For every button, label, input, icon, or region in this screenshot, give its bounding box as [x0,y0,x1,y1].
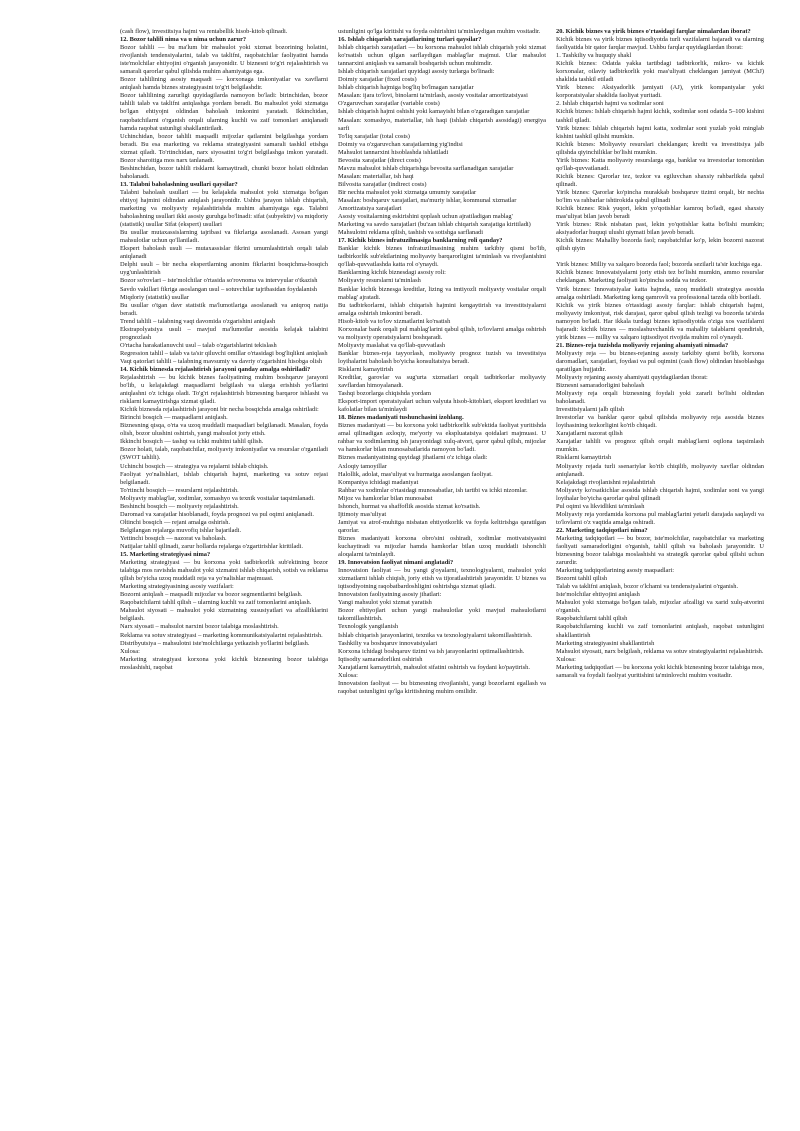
paragraph: Yettinchi bosqich — nazorat va baholash. [120,534,227,542]
paragraph: Ishonch, hurmat va shaffoflik asosida xizmat ko'rsatish. [338,502,481,510]
paragraph: Biznes madaniyatining quyidagi jihatlarni o'z ichiga oladi: [338,454,488,462]
paragraph: Moliyaviy reja orqali biznesning foydali yoki zararli bo'lishi oldindan baholanadi. [556,390,764,406]
paragraph: Kichik va yirik biznes o'rtasidagi asosiy farqlar: ishlab chiqarish hajmi, moliyaviy imkoniyat, risk darajasi, qaror qabul qilish tezligi va bozorda ta'sirda namoyon bo'ladi. Har ikkala turdagi biznes iqtisodiyotda o'ziga xos vazifalarni bajaradi: kichik biznes — moslashuvchanlik va mahalliy talablarni qondirish, yirik biznes — milliy va xalqaro iqtisodiyot rivojida muhim rol o'ynaydi. [556,301,764,341]
paragraph: Uchinchidan, bozor tahlili maqsadli mijozlar qatlamini belgilashga yordam beradi. Bu esa marketing va reklama strategiyasini samarali tashkil etishga xizmat qiladi. To'rtinchidan, narx siyosatini to'g'ri belgilashga imkon yaratadi. Bozor sharoitiga mos narx tanlanadi. [120,132,328,164]
paragraph: Bu usullar o'tgan davr statistik ma'lumotlariga asoslanadi va aniqroq natija beradi. [120,301,328,317]
section-heading: 22. Marketing tadqiqotlari nima? [556,526,648,534]
section-heading: 21. Biznes-reja tuzishda moliyaviy rejaning ahamiyati nimada? [556,341,729,349]
paragraph: Investorlar va banklar qaror qabul qilishda moliyaviy reja asosida biznes loyihasining tezkorligini ko'rib chiqadi. [556,414,764,430]
section-heading: 13. Talabni baholashning usullari qaysilar? [120,180,238,188]
paragraph: Banklarning kichik biznesdagi asosiy roli: [338,269,446,277]
paragraph: Kreditlar, garovlar va sug'urta xizmatlari orqali tadbirkorlar moliyaviy xavflardan himoyalanadi. [338,374,546,390]
paragraph: Investitsiyalarni jalb qilish [556,406,625,414]
paragraph: Iqtisodiy samaradorlikni oshirish [338,655,423,663]
paragraph: Moliyaviy rejada turli ssenariylar ko'rib chiqilib, moliyaviy xavflar oldindan aniqlanadi. [556,462,764,478]
paragraph: Moliyaviy reja — bu biznes-rejaning asosiy tarkibiy qismi bo'lib, korxona daromadlari, xarajatlari, foydasi va pul oqimini (cash flow) oldindan hisoblashga qaratilgan hujjatdir. [556,349,764,373]
paragraph: Raqobatchilarni tahlil qilish – ularning kuchli va zaif tomonlarini aniqlash. [120,599,312,607]
text-column-2 [338,28,546,1108]
paragraph: Bozorni aniqlash – maqsadli mijozlar va bozor segmentlarini belgilash. [120,591,303,599]
section-heading: 18. Biznes madaniyati tushunchasini izohlang. [338,414,464,422]
paragraph: Marketing strategiyasining asosiy vazifalari: [120,583,234,591]
paragraph: Pul oqimi va likvidlikni ta'minlash [556,502,645,510]
paragraph: Narx siyosati – mahsulot narxini bozor talabiga moslashtirish. [120,623,279,631]
paragraph: Doimiy va o'zgaruvchan xarajatlarning yig'indisi [338,140,463,148]
paragraph: Biznes madaniyati — bu korxona yoki tadbirkorlik sub'ektida faoliyat yuritishda amal qilinadigan axloqiy, me'yoriy va ekspluatatsiya qoidalari majmuasi. U rahbar va xodimlarning ish jarayonidagi xulq-atvori, qaror qabul qilish, mijozlar va hamkorlar bilan munosabatlarida namoyon bo'ladi. [338,422,546,454]
paragraph: Mahsulot siyosati, narx belgilash, reklama va sotuv strategiyalarini rejalashtirish. [556,647,764,655]
paragraph: Uchinchi bosqich — strategiya va rejalarni ishlab chiqish. [120,462,269,470]
paragraph: Xulosa: [556,655,576,663]
paragraph: Banklar biznes-reja tayyorlash, moliyaviy prognoz tuzish va investitsiya loyihalarini baholash bo'yicha konsultatsiya beradi. [338,349,546,365]
paragraph: 2. Ishlab chiqarish hajmi va xodimlar soni [556,100,664,108]
paragraph: Xarajatlarni kamaytirish, mahsulot sifatini oshirish va foydani ko'paytirish. [338,663,530,671]
paragraph: Doimiy xarajatlar (fixed costs) [338,76,417,84]
paragraph: Mahsulot tannarxini hisoblashda ishlatiladi [338,148,449,156]
paragraph: Ekstrapolyatsiya usuli – mavjud ma'lumotlar asosida kelajak talabini prognozlash [120,325,328,341]
paragraph: Bu usullar mutaxassislarning tajribasi va fikrlariga asoslanadi. Asosan yangi mahsulotlar uchun qo'llaniladi. [120,229,328,245]
section-heading: 17. Kichik biznes infratuzilmasiga banklarning roli qanday? [338,237,503,245]
paragraph: Kichik biznes: Innovatsiyalarni joriy etish tez bo'lishi mumkin, ammo resurslar cheklangan. Marketing faoliyati ko'pincha sodda va tezkor. [556,269,764,285]
paragraph: O'zgaruvchan xarajatlar (variable costs) [338,100,440,108]
paragraph: Raqobatchilarni tahlil qilish [556,615,628,623]
paragraph: Xulosa: [338,671,358,679]
paragraph: Bir nechta mahsulot yoki xizmatga umumiy xarajatlar [338,188,477,196]
paragraph: Ekspert baholash usuli — mutaxassislar fikrini umumlashtirish orqali talab aniqlanadi [120,245,328,261]
paragraph: Belgilangan rejalarga muvofiq ishlar bajariladi. [120,526,242,534]
paragraph: Kichik biznes: Risk yuqori, lekin yo'qotishlar kamroq bo'ladi, egasi shaxsiy mas'uliyat bilan javob beradi [556,205,764,221]
paragraph: Hisob-kitob va to'lov xizmatlarini ko'rsatish [338,317,451,325]
paragraph: Bozor tahlilining zarurligi quyidagilarda namoyon bo'ladi: birinchidan, bozor tahlili talab va taklifni aniqlashga yordam beradi. Bu mahsulot yoki xizmatga bo'lgan ehtiyojni oldindan baholash imkonini yaratadi. Ikkinchidan, raqobatchilarni o'rganish orqali ularning kuchli va zaif tomonlari aniqlanadi hamda raqobat ustunligi shakllantiriladi. [120,92,328,132]
paragraph: Korxonalar bank orqali pul mablag'larini qabul qilish, to'lovlarni amalga oshirish va moliyaviy operatsiyalarni boshqaradi. [338,325,546,341]
paragraph: Mahsulotni reklama qilish, tashish va sotishga sarflanadi [338,229,484,237]
paragraph: Talabni baholash usullari — bu kelajakda mahsulot yoki xizmatga bo'lgan ehtiyoj hajmini oldindan aniqlash jarayonidir. Ushbu jarayon ishlab chiqarish, marketing va moliyaviy rejalashtirishda muhim ahamiyatga ega. Talabni baholashning usullari ikki asosiy guruhga bo'linadi: sifat (subyektiv) va miqdoriy (statistik) usullar Sifat (ekspert) usullari [120,188,328,229]
paragraph: Moliyaviy reja yordamida korxona pul mablag'larini yetarli darajada saqlaydi va to'lovlarni o'z vaqtida amalga oshiradi. [556,510,764,526]
paragraph: Ijtimoiy mas'uliyat [338,510,387,518]
paragraph: Texnologik yangilanish [338,623,399,631]
paragraph: Bozor tahlilining asosiy maqsadi — korxonaga imkoniyatlar va xavflarni aniqlash hamda biznes strategiyasini to'g'ri belgilashdir. [120,76,328,92]
paragraph: O'rtacha harakatlanuvchi usul – talab o'zgarishlarini tekislash [120,341,277,349]
section-heading: 16. Ishlab chiqarish xarajatlarining turlari qaysilar? [338,36,482,44]
section-heading: 15. Marketing strategiyasi nima? [120,551,211,559]
paragraph: Yangi mahsulot yoki xizmat yaratish [338,599,432,607]
paragraph: Ishlab chiqarish jarayonlarini, texnika va texnologiyalarni takomillashtirish. [338,631,533,639]
paragraph: ustunligini qo'lga kiritishi va foyda oshirishini ta'minlaydigan muhim vositadir. [338,28,541,35]
paragraph: Kichik biznes va yirik biznes iqtisodiyotda turli vazifalarni bajaradi va ularning faoliyatida bir qator farqlar mavjud. Ushbu farqlar quyidagilardan iborat: [556,36,764,52]
paragraph: Risklarni kamaytirish [338,365,394,373]
paragraph: Yirik biznes: Milliy va xalqaro bozorda faol; bozorda sezilarli ta'sir kuchiga ega. [556,261,762,269]
paragraph: Marketing strategiyasi korxona yoki kichik biznesning bozor talabiga moslashishi, raqobat [120,655,328,671]
paragraph: Innovatsion faoliyatning asosiy jihatlari: [338,591,442,599]
paragraph: Mahsulot siyosati – mahsulot yoki xizmatning xususiyatlari va afzalliklarini belgilash. [120,607,328,623]
paragraph: Delphi usuli – bir necha ekspertlarning anonim fikrlarini bosqichma-bosqich uyg'unlashtirish [120,261,328,277]
paragraph: Banklar kichik biznes infratuzilmasining muhim tarkibiy qismi bo'lib, tadbirkorlik sub'ektlarining moliyaviy barqarorligini ta'minlash va rivojlanishini qo'llab-quvvatlashda katta rol o'ynaydi. [338,245,546,269]
paragraph: Moliyaviy resurslarni ta'minlash [338,277,421,285]
text-column-3 [556,28,764,1108]
paragraph: Kichik biznesda rejalashtirish jarayoni bir necha bosqichda amalga oshiriladi: [120,406,319,414]
paragraph: Jamiyat va atrof-muhitga nisbatan ehtiyotkorlik va foyda keltirishga qaratilgan qarorlar. [338,518,546,534]
section-heading: 20. Kichik biznes va yirik biznes o'rtasidagi farqlar nimalardan iborat? [556,28,751,35]
paragraph: Marketing tadqiqotlari — bu korxona yoki kichik biznesning bozor talabiga mos, samarali va foydali faoliyat yuritishini ta'minlovchi muhim vositadir. [556,663,764,679]
paragraph: Yirik biznes: Qarorlar ko'pincha murakkab boshqaruv tizimi orqali, bir nechta bo'lim va rahbarlar ishtirokida qabul qilinadi [556,188,764,204]
paragraph: Banklar kichik biznesga kreditlar, lizing va imtiyozli moliyaviy vositalar orqali mablag' ajratadi. [338,285,546,301]
paragraph: Bozor tahlili — bu ma'lum bir mahsulot yoki xizmat bozorining holatini, rivojlanish tendensiyalarini, talab va taklifni, raqobatchilar faoliyatini hamda iste'molchilar ehtiyojini o'rganish jarayonidir. U biznesni to'g'ri rejalashtirish va samarali qarorlar qabul qilishda muhim ahamiyatga ega. [120,44,328,76]
section-heading: 19. Innovatsion faoliyat nimani anglatadi? [338,559,454,567]
paragraph: Bozor ehtiyojlari uchun yangi mahsulotlar yoki mavjud mahsulotlarni takomillashtirish. [338,607,546,623]
paragraph: Bozorni tahlil qilish [556,575,608,583]
paragraph: Vaqt qatorlari tahlili – talabning mavsumiy va davriy o'zgarishini hisobga olish [120,357,323,365]
paragraph: Talab va taklifni aniqlash, bozor o'lchami va tendensiyalarini o'rganish. [556,583,739,591]
paragraph: Kichik biznes: Qarorlar tez, tezkor va egiluvchan shaxsiy rahbarlikda qabul qilinadi. [556,172,764,188]
paragraph: Birinchi bosqich — maqsadlarni aniqlash. [120,414,228,422]
paragraph: Axloqiy tamoyillar [338,462,387,470]
paragraph: Kichik biznes: Mahalliy bozorda faol; raqobatchilar ko'p, lekin bozorni nazorat qilish qiyin [556,237,764,253]
paragraph: Beshinchi bosqich — moliyaviy rejalashtirish. [120,502,239,510]
paragraph: Masalan: xomashyo, materiallar, ish haqi (ishlab chiqarish asosidagi) energiya sarfi [338,116,546,132]
paragraph: Eksport-import operatsiyalari uchun valyuta hisob-kitoblari, eksport kreditlari va kafolatlar bilan ta'minlaydi [338,398,546,414]
paragraph: Kelajakdagi rivojlanishni rejalashtirish [556,478,656,486]
section-heading: 12. Bozor tahlili nima va u nima uchun zarur? [120,36,247,44]
paragraph: To'rtinchi bosqich — resurslarni rejalashtirish. [120,486,239,494]
paragraph: Masalan: materiallar, ish haqi [338,172,414,180]
paragraph: Masalan: ijara to'lovi, binolarni ta'mirlash, asosiy vositalar amortizatsiyasi [338,92,528,100]
paragraph: Reklama va sotuv strategiyasi – marketing kommunikatsiyalarini rejalashtirish. [120,631,323,639]
paragraph: Marketing strategiyasini shakllantirish [556,639,655,647]
paragraph: Xarajatlarni nazorat qilish [556,430,623,438]
paragraph: Ikkinchi bosqich — tashqi va ichki muhitni tahlil qilish. [120,438,264,446]
paragraph: Korxona ichidagi boshqaruv tizimi va ish jarayonlarini optimallashtirish. [338,647,525,655]
paragraph: Biznes madaniyati korxona obro'sini oshiradi, xodimlar motivatsiyasini kuchaytiradi va mijozlar hamda hamkorlar bilan uzoq muddatli ishonchli aloqalarni ta'minlaydi. [338,534,546,559]
paragraph: Bozor so'rovlari – iste'molchilar o'rtasida so'rovnoma va intervyular o'tkazish [120,277,318,285]
text-column-1 [120,28,328,1108]
paragraph-spacer [556,253,764,261]
paragraph: Kichik biznes: Moliyaviy resurslari cheklangan; kredit va investitsiya jalb qilishda qiyinchiliklar bo'lishi mumkin. [556,140,764,156]
paragraph: Risklarni kamaytirish [556,454,612,462]
paragraph: Innovatsion faoliyat — bu biznesning rivojlanishi, yangi bozorlarni egallash va raqobat ustunligini qo'lga kiritishning muhim omilidir. [338,679,546,695]
paragraph: Biznesning qisqa, o'rta va uzoq muddatli maqsadlari belgilanadi. Masalan, foyda olish, bozor ulushini oshirish, yangi mahsulot joriy etish. [120,422,328,438]
paragraph: Bilvosita xarajatlar (indirect costs) [338,180,427,188]
paragraph: Tashqi bozorlarga chiqishda yordam [338,390,431,398]
paragraph: Bevosita xarajatlar (direct costs) [338,156,421,164]
paragraph: Ishlab chiqarish xarajatlari — bu korxona mahsulot ishlab chiqarish yoki xizmat ko'rsatish uchun qilgan sarflaydigan mablag'lar majmui. Ular mahsulot tannarxini aniqlash va samarali boshqarish uchun muhimdir. [338,44,546,68]
paragraph: Yirik biznes: Risk nisbatan past, lekin yo'qotishlar katta bo'lishi mumkin; aksiyadorlar huquqi ulushi qiymati bilan javob beradi. [556,221,764,237]
paragraph: Natijalar tahlil qilinadi, zarur hollarda rejalarga o'zgartirishlar kiritiladi. [120,543,303,550]
paragraph: Regression tahlil – talab va ta'sir qiluvchi omillar o'rtasidagi bog'liqlikni aniqlash [120,349,328,357]
paragraph: Daromad va xarajatlar hisoblanadi, foyda prognozi va pul oqimi aniqlanadi. [120,510,314,518]
paragraph: Ishlab chiqarish hajmiga bog'liq bo'lmagan xarajatlar [338,84,474,92]
paragraph: Oltinchi bosqich — rejani amalga oshirish. [120,518,231,526]
paragraph: Innovatsion faoliyat — bu yangi g'oyalarni, texnologiyalarni, mahsulot yoki xizmatlarni ishlab chiqish, joriy etish va tijoratlashtirish jarayonidir. U biznes va iqtisodiyotning raqobatbardoshligini oshirishga xizmat qiladi. [338,567,546,591]
paragraph: Xulosa: [120,647,140,655]
paragraph: Moliyaviy maslahat va qo'llab-quvvatlash [338,341,446,349]
paragraph: Distribyutsiya – mahsulotni iste'molchilarga yetkazish yo'llarini belgilash. [120,639,310,647]
paragraph: Ishlab chiqarish xarajatlari quyidagi asosiy turlarga bo'linadi: [338,68,495,76]
paragraph: Yirik biznes: Ishlab chiqarish hajmi katta, xodimlar soni yuzlab yoki minglab kishini tashkil qilishi mumkin. [556,124,764,140]
paragraph: Halollik, adolat, mas'uliyat va hurmatga asoslangan faoliyat. [338,470,493,478]
paragraph: Xarajatlar tahlili va prognoz qilish orqali mablag'larni oqilona taqsimlash mumkin. [556,438,764,454]
paragraph: Marketing tadqiqotlarining asosiy maqsadlari: [556,567,675,575]
paragraph: Faoliyat yo'nalishlari, ishlab chiqarish hajmi, marketing va sotuv rejasi belgilanadi. [120,470,328,486]
paragraph: Trend tahlili – talabning vaqt davomida o'zgarishini aniqlash [120,317,276,325]
paragraph: Moliyaviy ko'rsatkichlar asosida ishlab chiqarish hajmi, xodimlar soni va yangi loyihalar bo'yicha qarorlar qabul qilinadi [556,486,764,502]
paragraph: Bu tadbirkorlarni, ishlab chiqarish hajmini kengaytirish va investitsiyalarni amalga oshirish imkonini beradi. [338,301,546,317]
paragraph: Yirik biznes: Aksiyadorlik jamiyati (AJ), yirik kompaniyalar yoki korporatsiyalar shaklida faoliyat yuritadi. [556,84,764,100]
paragraph: Marketing va savdo xarajatlari (bu'zan ishlab chiqarish xarajatiga kiritiladi) [338,221,531,229]
paragraph: Marketing strategiyasi — bu korxona yoki tadbirkorlik sub'ektining bozor talabiga mos ravishda mahsulot yoki xizmatni ishlab chiqarish, sotish va reklama qilish bo'yicha uzoq muddatli reja va yo'nalishlar majmuasi. [120,559,328,583]
section-heading: 14. Kichik biznesda rejalashtirish jarayoni qanday amalga oshiriladi? [120,365,311,373]
paragraph: Yirik biznes: Innovatsiyalar katta hajmda, uzoq muddatli strategiya asosida amalga oshiriladi. Marketing keng qamrovli va professional tarzda olib boriladi. [556,285,764,301]
paragraph: Mavzu mahsulot ishlab chiqarishga bevosita sarflanadigan xarajatlar [338,164,514,172]
paragraph: Rahbar va xodimlar o'rtasidagi munosabatlar, ish tartibi va ichki nizomlar. [338,486,528,494]
paragraph: Masalan: boshqaruv xarajatlari, ma'muriy ishlar, kommunal xizmatlar [338,196,517,204]
paragraph: Asosiy vositalarning eskirishini qoplash uchun ajratiladigan mablag' [338,213,513,221]
paragraph: Tashkiliy va boshqaruv innovatsiyalari [338,639,438,647]
paragraph: Kichik biznes: Ishlab chiqarish hajmi kichik, xodimlar soni odatda 5–100 kishini tashkil qiladi. [556,108,764,124]
paragraph: Amortizatsiya xarajatlari [338,205,402,213]
paragraph: Marketing tadqiqotlari — bu bozor, iste'molchilar, raqobatchilar va marketing faoliyati samaradorligini o'rganish, tahlil qilish va baholash jarayonidir. U biznesning bozor talabiga moslashishi va strategik qarorlar qabul qilishi uchun zarurdir. [556,534,764,567]
paragraph: Kichik biznes: Odatda yakka tartibdagi tadbirkorlik, mikro- va kichik korxonalar, oilaviy tadbirkorlik yoki mas'uliyati cheklangan jamiyat (MChJ) shaklida tashkil etiladi [556,60,764,84]
paragraph: Moliyaviy mablag'lar, xodimlar, xomashyo va texnik vositalar taqsimlanadi. [120,494,315,502]
paragraph: Mijoz va hamkorlar bilan munosabat [338,494,433,502]
paragraph: Ishlab chiqarish hajmi oshishi yoki kamayishi bilan o'zgaradigan xarajatlar [338,108,530,116]
paragraph: Raqobatchilarning kuchli va zaif tomonlarini aniqlash, raqobat ustunligini shakllantirish [556,623,764,639]
paragraph: Biznesni samaradorligini baholash [556,382,645,390]
paragraph: Miqdoriy (statistik) usullar [120,293,189,301]
paragraph: Bozor holati, talab, raqobatchilar, moliyaviy imkoniyatlar va resurslar o'rganiladi (SWOT tahlili). [120,446,328,462]
paragraph: Kompaniya ichidagi madaniyat [338,478,419,486]
paragraph: Yirik biznes: Katta moliyaviy resurslarga ega, banklar va investorlar tomonidan qo'llab-quvvatlanadi. [556,156,764,172]
paragraph: 1. Tashkiliy va huquqiy shakl [556,52,632,60]
paragraph: To'liq xarajatlar (total costs) [338,132,410,140]
paragraph: Mahsulot yoki xizmatga bo'lgan talab, mijozlar afzalligi va xarid xulq-atvorini o'rganish. [556,599,764,615]
paragraph: Iste'molchilar ehtiyojini aniqlash [556,591,640,599]
paragraph: (cash flow), investitsiya hajmi va rentabellik hisob-kitob qilinadi. [120,28,288,35]
paragraph: Beshinchidan, bozor tahlili risklarni kamaytiradi, chunki bozor holati oldindan baholanadi. [120,164,328,180]
paragraph: Savdo vakillari fikriga asoslangan usul – sotuvchilar tajribasidan foydalanish [120,285,317,293]
paragraph: Rejalashtirish — bu kichik biznes faoliyatining muhim boshqaruv jarayoni bo'lib, u kelajakdagi maqsadlarni belgilash va ularga erishish yo'llarini aniqlashni o'z ichiga oladi. To'g'ri rejalashtirish biznesning barqaror ishlashi va risklarni kamaytirishga xizmat qiladi. [120,374,328,406]
paragraph: Moliyaviy rejaning asosiy ahamiyati quyidagilardan iborat: [556,374,708,382]
